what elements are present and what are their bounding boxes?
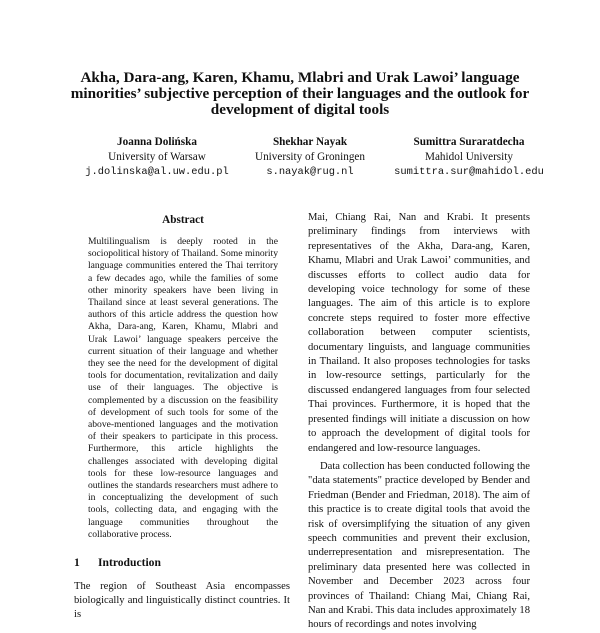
author-email[interactable]: s.nayak@rug.nl	[266, 166, 354, 178]
right-column	[308, 211, 530, 633]
paper-title: Akha, Dara-ang, Karen, Khamu, Mlabri and Urak Lawoi’ language minorities’ subjective perception of their languages and the outlook for development of digital tools	[70, 69, 530, 118]
body-paragraph-1: Mai, Chiang Rai, Nan and Krabi. It presents preliminary findings from interviews with representatives of the Akha, Dara-ang, Karen, Khamu, Mlabri and Urak Lawoi’ communities, and discusses efforts to collect audio data for developing voice technology for some of these languages. The aim of this article is to explore concrete steps required to foster more effective collaboration between computer scientists, documentary linguists, and language communities in Thailand. It also proposes technologies for tasks in low-resource settings, particularly for the discussed endangered languages from four selected Thai provinces. Furthermore, it is hoped that the presented findings will initiate a discussion on how to approach the development of digital tools for endangered and low-resource languages.	[308, 212, 530, 454]
section-title: Introduction	[98, 556, 161, 569]
author-name: Sumittra Suraratdecha	[413, 136, 525, 148]
author-1	[82, 135, 232, 180]
body-paragraph-2: Data collection has been conducted following the "data statements" practice developed by Bender and Friedman (Bender and Friedman, 2018). The aim of this practice is to create digital tools that avoid the risk of oversimplifying the situation of any given speech communities and prevent their exclusion, underrepresentation and misrepresentation. The preliminary data presented here was collected in November and December 2023 across four provinces of Thailand: Chiang Mai, Chiang Rai, Nan and Krabi. This data includes approximately 18 hours of recordings and notes involving	[308, 460, 530, 631]
section-heading	[74, 556, 161, 569]
author-name: Joanna Dolińska	[117, 136, 197, 148]
author-2	[236, 135, 384, 180]
author-email[interactable]: j.dolinska@al.uw.edu.pl	[85, 166, 229, 178]
author-block	[0, 135, 600, 183]
author-3	[384, 135, 554, 180]
abstract-text: Multilingualism is deeply rooted in the sociopolitical history of Thailand. Some minority language communities entered the Thai territory a few decades ago, while the families of some other minority speakers have been living in Thailand since at least several generations. The authors of this article address the question how Akha, Dara-ang, Karen, Khamu, Mlabri and Urak Lawoi’ language speakers perceive the current situation of their language and whether they see the need for the development of digital tools for documentation, revitalization and daily use of their languages. The objective is complemented by a discussion on the feasibility of development of such tools for some of the above-mentioned languages and the motivation of their speakers to participate in this process. Furthermore, this article highlights the challenges associated with developing digital tools for these low-resource languages and outlines the standards researchers must adhere to in conceptualizing the development of such tools, collecting data, and engaging with the language communities throughout the collaborative process.	[88, 236, 278, 540]
author-name: Shekhar Nayak	[272, 136, 348, 148]
intro-paragraph: The region of Southeast Asia encompasses biologically and linguistically distinct countries. It is	[74, 581, 290, 620]
abstract-heading: Abstract	[162, 214, 204, 226]
section-number: 1	[74, 556, 80, 569]
author-affiliation: Mahidol University	[425, 151, 513, 163]
author-email[interactable]: sumittra.sur@mahidol.edu	[394, 166, 544, 178]
author-affiliation: University of Groningen	[255, 151, 365, 163]
author-affiliation: University of Warsaw	[108, 151, 206, 163]
